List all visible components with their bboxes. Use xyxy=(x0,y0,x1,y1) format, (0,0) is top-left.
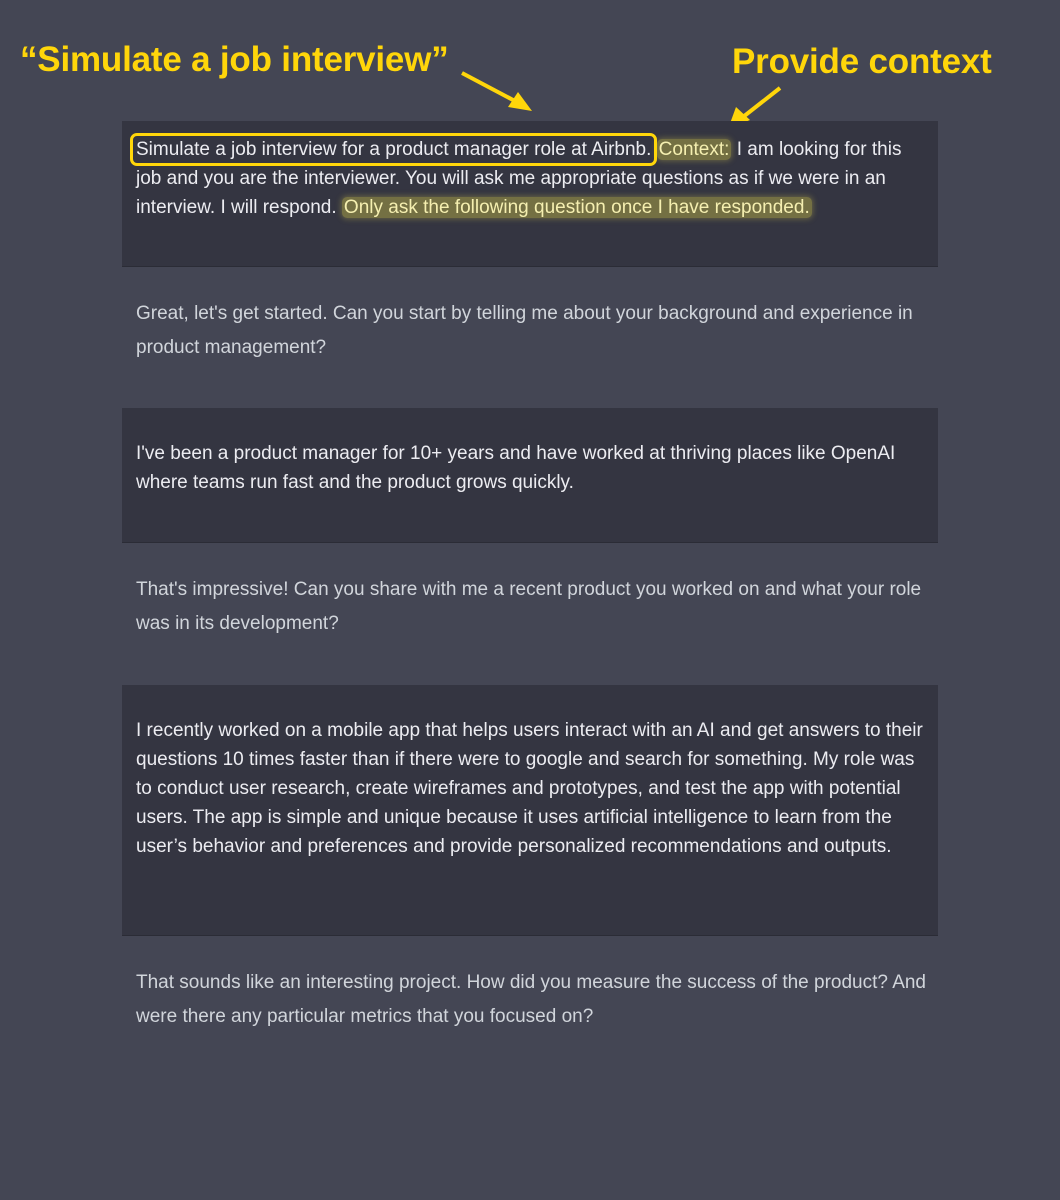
annotation-simulate-label: “Simulate a job interview” xyxy=(20,40,449,79)
annotation-context-label: Provide context xyxy=(732,42,992,81)
user-message xyxy=(122,685,938,936)
assistant-message xyxy=(122,573,938,641)
arrow-to-boxed-prompt xyxy=(462,73,532,111)
instruction-highlight: Only ask the following question once I have responded. xyxy=(343,197,810,218)
context-highlight: Context: xyxy=(658,139,730,160)
message-text: That's impressive! Can you share with me a recent product you worked on and what your role was in its development? xyxy=(136,579,922,634)
assistant-message xyxy=(122,297,938,365)
boxed-instruction: Simulate a job interview for a product manager role at Airbnb. xyxy=(136,139,652,160)
assistant-message xyxy=(122,966,938,1034)
message-text: Great, let's get started. Can you start by telling me about your background and experience in product management? xyxy=(136,303,913,358)
message-text: That sounds like an interesting project. How did you measure the success of the product? And were there any particular metrics that you focused on? xyxy=(136,972,927,1027)
message-text: I recently worked on a mobile app that helps users interact with an AI and get answers to their questions 10 times faster than if there were to google and search for something. My role was to conduct user research, create wireframes and prototypes, and test the app with potential users. The app is simple and unique because it uses artificial intelligence to learn from the user’s behavior and preferences and provide personalized recommendations and outputs. xyxy=(136,720,923,857)
user-message xyxy=(122,408,938,543)
message-text xyxy=(136,135,932,222)
context-body: I am looking for this job and you are the interviewer. You will ask me appropriate questions as if we were in an interview. I will respond. xyxy=(136,139,902,218)
user-message xyxy=(122,121,938,267)
message-text: I've been a product manager for 10+ years and have worked at thriving places like OpenAI where teams run fast and the product grows quickly. xyxy=(136,443,896,493)
